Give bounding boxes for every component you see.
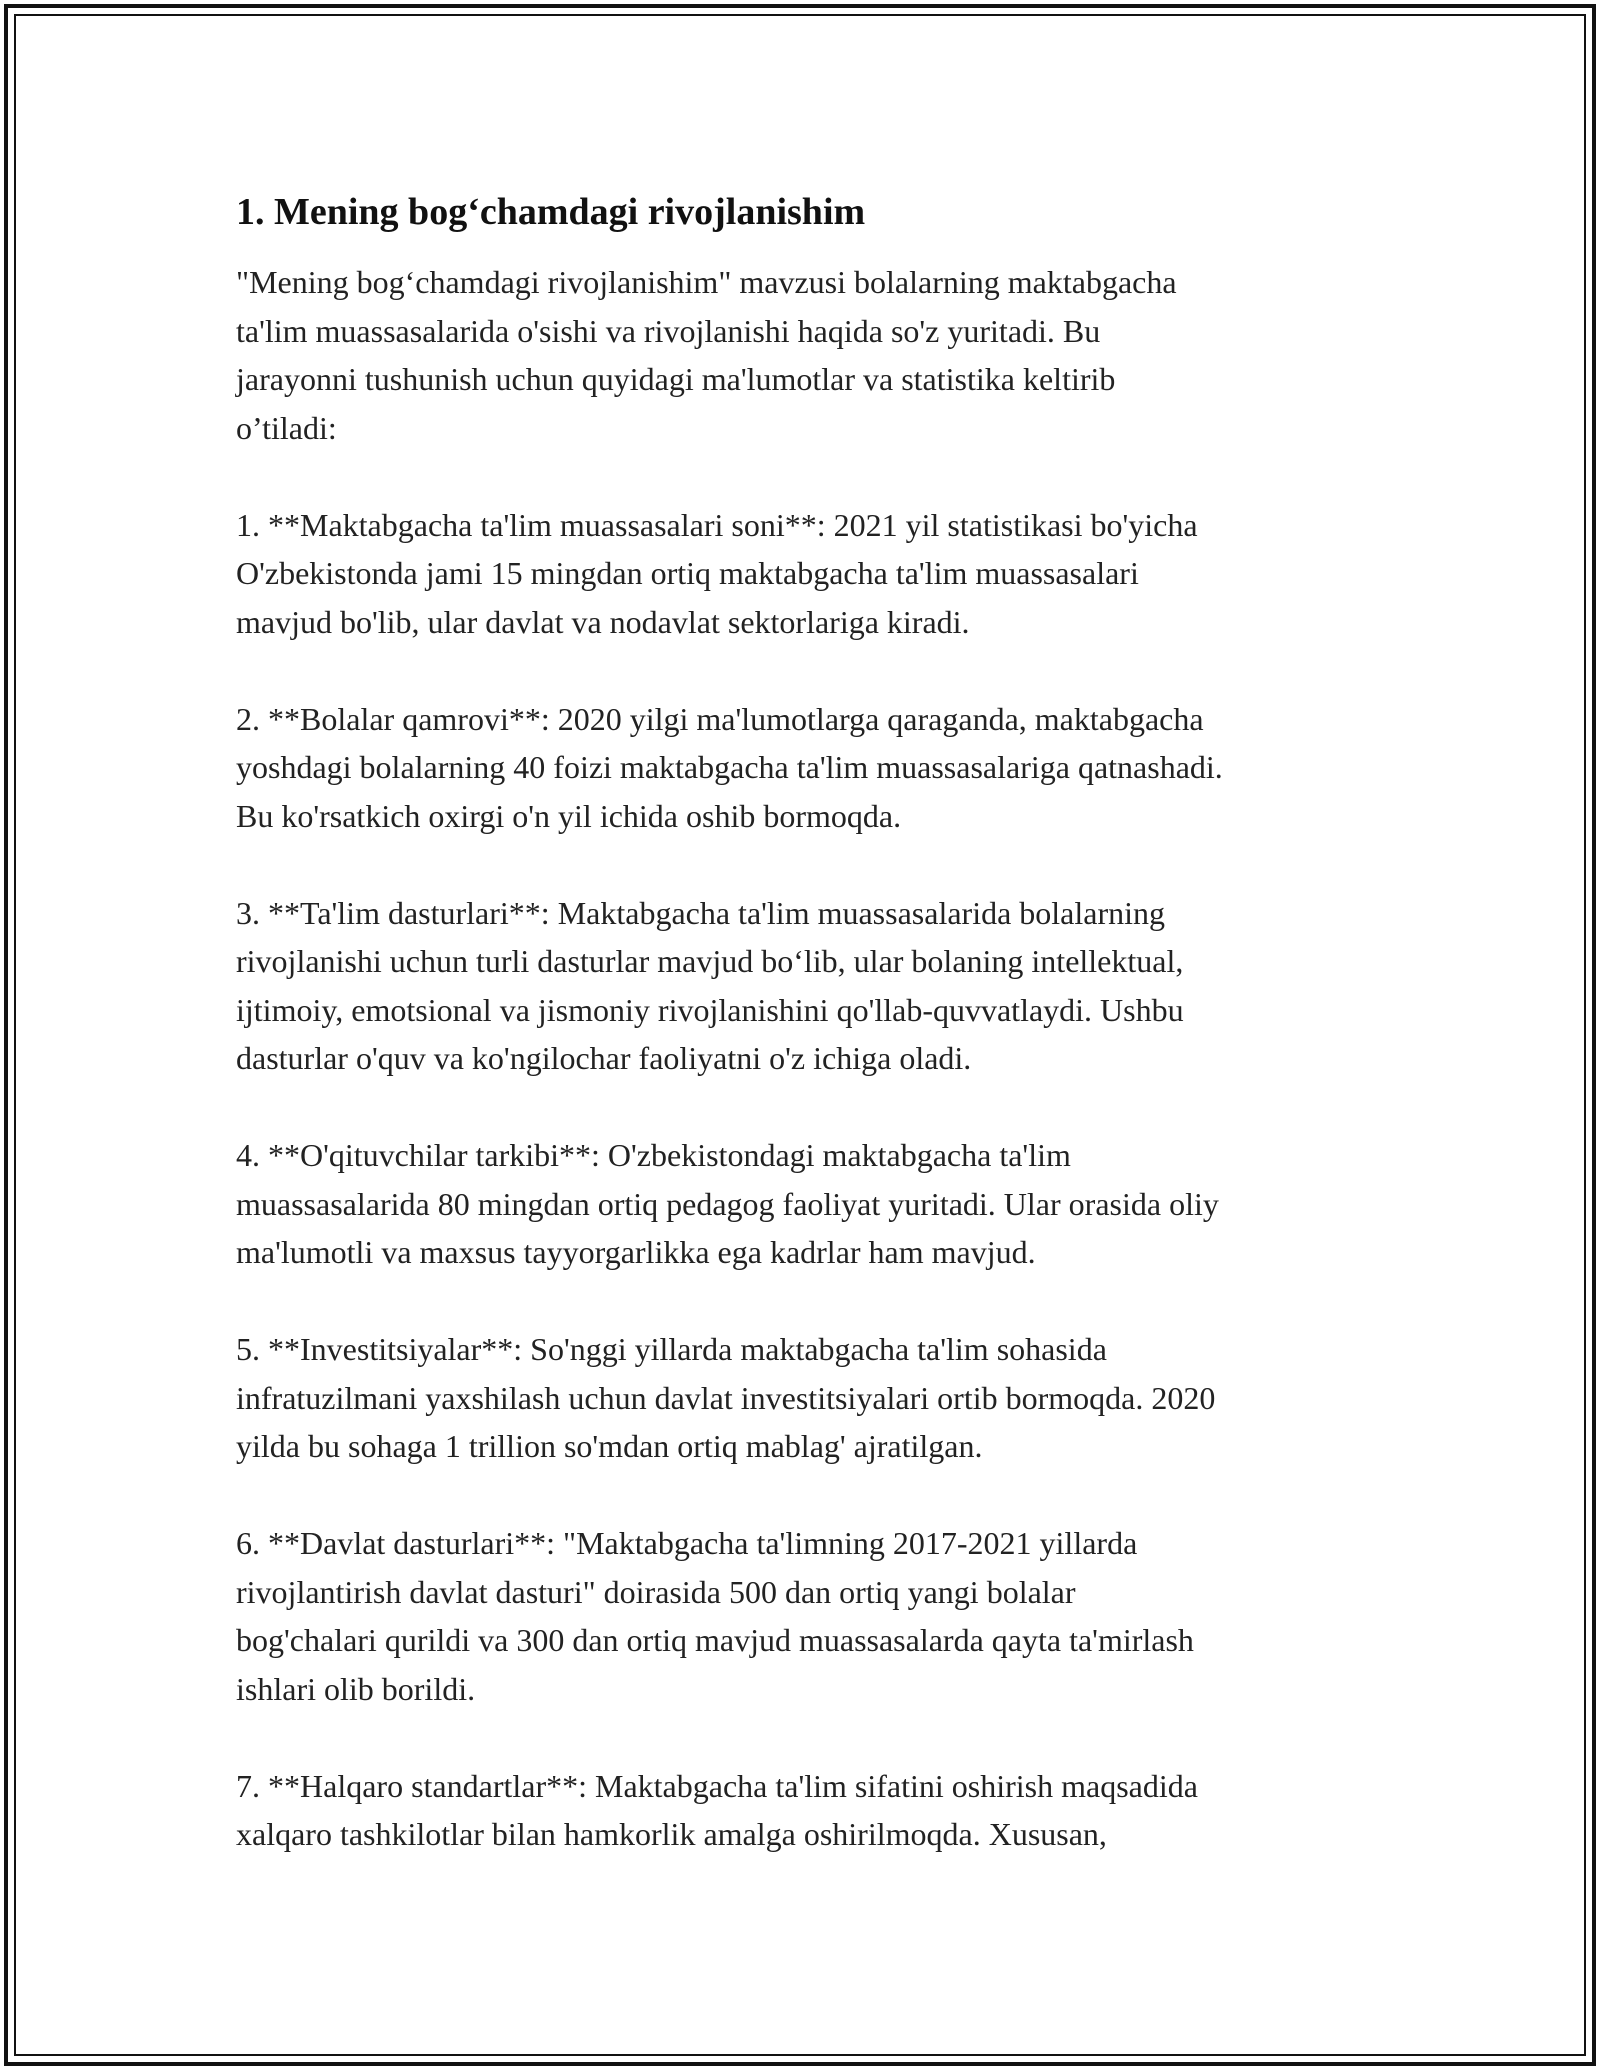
list-item: 1. **Maktabgacha ta'lim muassasalari soni**: 2021 yil statistikasi bo'yicha O'zbekistonda jami 15 mingdan ortiq maktabgacha ta'lim muassasalari mavjud bo'lib, ular davlat va nodavlat sektorlariga kiradi.: [236, 506, 1198, 640]
list-item: 2. **Bolalar qamrovi**: 2020 yilgi ma'lumotlarga qaraganda, maktabgacha yoshdagi bolalarning 40 foizi maktabgacha ta'lim muassasalariga qatnashadi. Bu ko'rsatkich oxirgi o'n yil ichida oshib bormoqda.: [236, 700, 1223, 834]
intro-paragraph: "Mening bog‘chamdagi rivojlanishim" mavzusi bolalarning maktabgacha ta'lim muassasalarida o'sishi va rivojlanishi haqida so'z yuritadi. Bu jarayonni tushunish uchun quyidagi ma'lumotlar va statistika keltirib o’tiladi:: [236, 264, 1177, 446]
list-item: 4. **O'qituvchilar tarkibi**: O'zbekistondagi maktabgacha ta'lim muassasalarida 80 mingdan ortiq pedagog faoliyat yuritadi. Ular orasida oliy ma'lumotli va maxsus tayyorgarlikka ega kadrlar ham mavjud.: [236, 1137, 1219, 1270]
list-item: 5. **Investitsiyalar**: So'nggi yillarda maktabgacha ta'lim sohasida infratuzilmani yaxshilash uchun davlat investitsiyalari ortib bormoqda. 2020 yilda bu sohaga 1 trillion so'mdan ortiq mablag' ajratilgan.: [236, 1331, 1216, 1464]
list-item: 7. **Halqaro standartlar**: Maktabgacha ta'lim sifatini oshirish maqsadida xalqaro tashkilotlar bilan hamkorlik amalga oshirilmoqda. Xususan,: [236, 1767, 1198, 1852]
document-body: [236, 188, 1396, 1907]
section-heading: 1. Mening bog‘chamdagi rivojlanishim: [236, 191, 866, 233]
list-item: 3. **Ta'lim dasturlari**: Maktabgacha ta'lim muassasalarida bolalarning rivojlanishi uchun turli dasturlar mavjud bo‘lib, ular bolaning intellektual, ijtimoiy, emotsional va jismoniy rivojlanishini qo'llab-quvvatlaydi. Ushbu dasturlar o'quv va ko'ngilochar faoliyatni o'z ichiga oladi.: [236, 894, 1184, 1076]
list-item: 6. **Davlat dasturlari**: "Maktabgacha ta'limning 2017-2021 yillarda rivojlantirish davlat dasturi" doirasida 500 dan ortiq yangi bolalar bog'chalari qurildi va 300 dan ortiq mavjud muassasalarda qayta ta'mirlash ishlari olib borildi.: [236, 1525, 1194, 1707]
